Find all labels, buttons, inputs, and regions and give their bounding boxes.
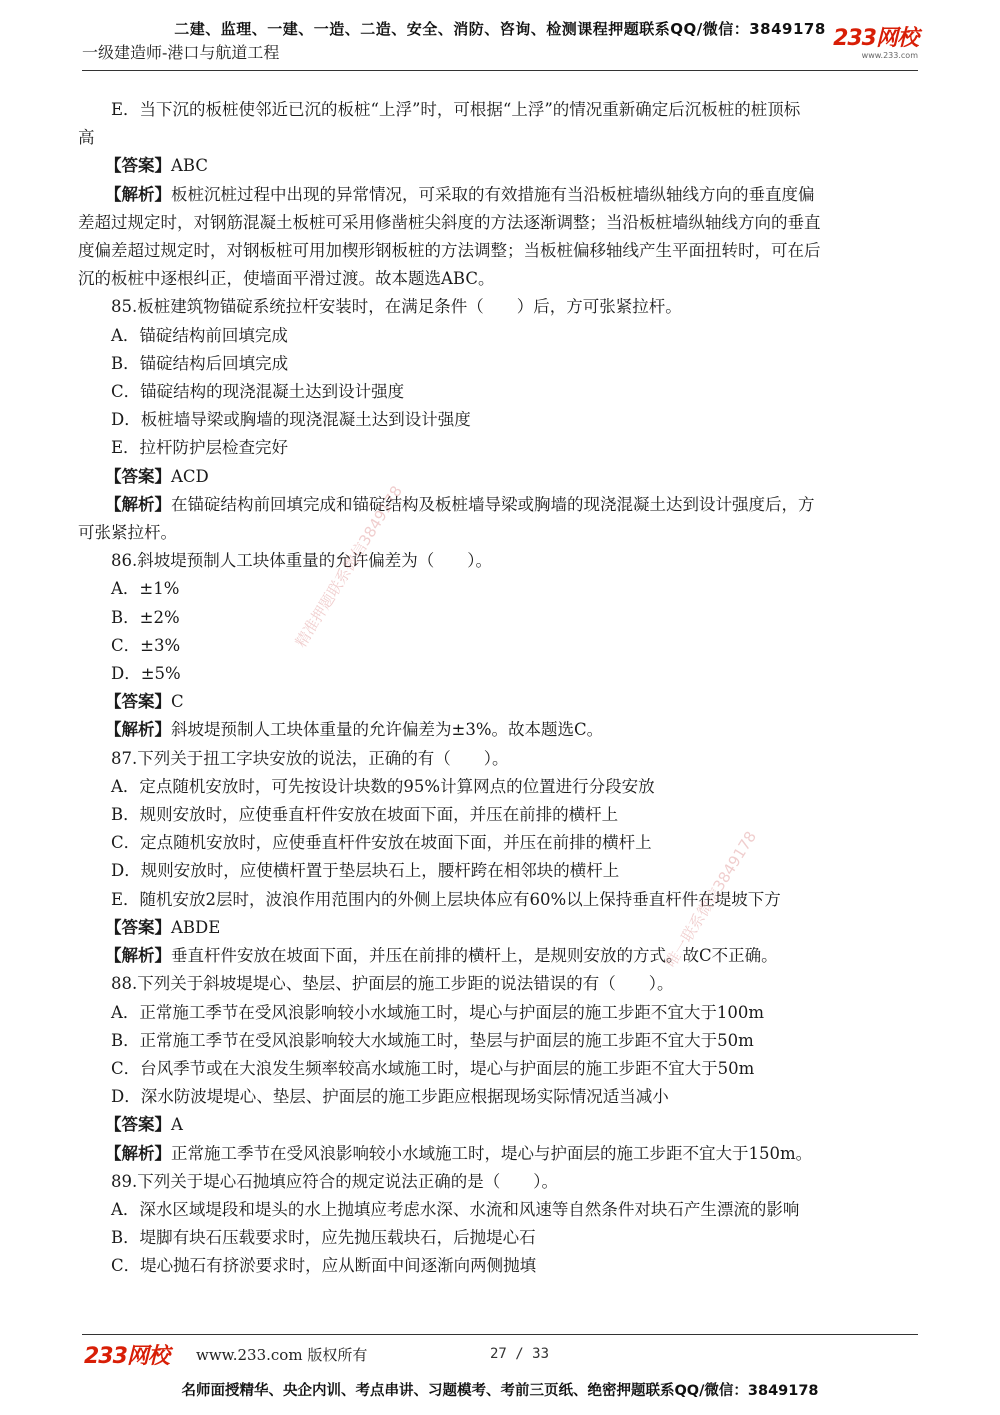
text-line xyxy=(78,152,923,180)
text-line xyxy=(78,1111,923,1139)
label-tag: 【答案】 xyxy=(105,692,171,712)
text-line xyxy=(78,970,923,998)
text-line xyxy=(78,237,923,265)
line-text: 89.下列关于堤心石抛填应符合的规定说法正确的是（ ）。 xyxy=(111,1171,558,1191)
label-tag: 【解析】 xyxy=(105,720,171,740)
header-logo xyxy=(833,28,918,60)
text-line xyxy=(78,745,923,773)
label-tag: 【解析】 xyxy=(105,184,171,204)
text-line xyxy=(78,265,923,293)
line-text: ABDE xyxy=(171,917,221,937)
watermark-1: 精准押题联系微信3849178 xyxy=(291,482,406,651)
text-line xyxy=(78,660,923,688)
page-number: 27 / 33 xyxy=(490,1346,550,1362)
text-line xyxy=(78,1055,923,1083)
text-line xyxy=(78,688,923,716)
watermark-2: 唯一联系微信3849178 xyxy=(661,828,761,971)
line-text: D．±5% xyxy=(111,664,181,684)
line-text: 在锚碇结构前回填完成和锚碇结构及板桩墙导梁或胸墙的现浇混凝土达到设计强度后，方 xyxy=(171,494,815,514)
line-text: E．随机安放2层时，波浪作用范围内的外侧上层块体应有60%以上保持垂直杆件在堤坡下方 xyxy=(111,889,781,909)
line-text: A．深水区域堤段和堤头的水上抛填应考虑水深、水流和风速等自然条件对块石产生漂流的影响 xyxy=(111,1199,800,1219)
label-tag: 【答案】 xyxy=(105,1115,171,1135)
line-text: 差超过规定时，对钢筋混凝土板桩可采用修凿桩尖斜度的方法逐渐调整；当沿板桩墙纵轴线方向的垂直 xyxy=(78,212,821,232)
line-text: 85.板桩建筑物锚碇系统拉杆安装时，在满足条件（ ）后，方可张紧拉杆。 xyxy=(111,297,682,317)
line-text: B．堤脚有块石压载要求时，应先抛压载块石，后抛堤心石 xyxy=(111,1228,536,1248)
line-text: A．锚碇结构前回填完成 xyxy=(111,325,288,345)
text-line xyxy=(78,801,923,829)
label-tag: 【答案】 xyxy=(105,156,171,176)
text-line xyxy=(78,322,923,350)
text-line xyxy=(78,942,923,970)
footer-banner: 名师面授精华、央企内训、考点串讲、习题模考、考前三页纸、绝密押题联系QQ/微信：3849178 xyxy=(181,1383,819,1399)
line-text: D．板桩墙导梁或胸墙的现浇混凝土达到设计强度 xyxy=(111,410,471,430)
text-line xyxy=(78,1140,923,1168)
line-text: C．定点随机安放时，应使垂直杆件安放在坡面下面，并压在前排的横杆上 xyxy=(111,833,652,853)
text-line xyxy=(78,519,923,547)
line-text: 88.下列关于斜坡堤堤心、垫层、护面层的施工步距的说法错误的有（ ）。 xyxy=(111,974,674,994)
line-text: E．当下沉的板桩使邻近已沉的板桩“上浮”时，可根据“上浮”的情况重新确定后沉板桩的桩顶标 xyxy=(111,100,801,119)
line-text: 垂直杆件安放在坡面下面，并压在前排的横杆上，是规则安放的方式。故C不正确。 xyxy=(171,946,778,966)
text-line xyxy=(78,1027,923,1055)
text-line xyxy=(78,491,923,519)
line-text: ABC xyxy=(171,156,208,176)
text-line xyxy=(78,1196,923,1224)
line-text: 可张紧拉杆。 xyxy=(78,523,177,543)
text-line xyxy=(78,632,923,660)
line-text: D．规则安放时，应使横杆置于垫层块石上，腰杆跨在相邻块的横杆上 xyxy=(111,861,620,881)
label-tag: 【解析】 xyxy=(105,946,171,966)
text-line xyxy=(78,293,923,321)
line-text: B．±2% xyxy=(111,607,180,627)
text-line xyxy=(78,1224,923,1252)
line-text: B．正常施工季节在受风浪影响较大水域施工时，垫层与护面层的施工步距不宜大于50m xyxy=(111,1030,754,1050)
line-text: E．拉杆防护层检查完好 xyxy=(111,438,289,458)
text-line xyxy=(78,1168,923,1196)
footer-copyright: www.233.com 版权所有 xyxy=(196,1346,368,1364)
line-text: 板桩沉桩过程中出现的异常情况，可采取的有效措施有当沿板桩墙纵轴线方向的垂直度偏 xyxy=(171,184,815,204)
line-text: 正常施工季节在受风浪影响较小水域施工时，堤心与护面层的施工步距不宜大于150m。 xyxy=(171,1143,813,1163)
line-text: A．定点随机安放时，可先按设计块数的95%计算网点的位置进行分段安放 xyxy=(111,776,655,796)
text-line xyxy=(78,350,923,378)
line-text: 86.斜坡堤预制人工块体重量的允许偏差为（ ）。 xyxy=(111,551,492,571)
text-line xyxy=(78,1083,923,1111)
line-text: C．台风季节或在大浪发生频率较高水域施工时，堤心与护面层的施工步距不宜大于50m xyxy=(111,1058,755,1078)
line-text: C．±3% xyxy=(111,635,181,655)
text-line xyxy=(78,124,923,152)
document-body xyxy=(78,96,923,1281)
text-line xyxy=(78,378,923,406)
footer-logo: 233网校 xyxy=(84,1344,169,1369)
text-line xyxy=(78,999,923,1027)
text-line xyxy=(78,773,923,801)
line-text: ACD xyxy=(171,466,209,486)
line-text: 87.下列关于扭工字块安放的说法，正确的有（ ）。 xyxy=(111,748,509,768)
line-text: A．±1% xyxy=(111,579,180,599)
line-text: A xyxy=(171,1115,183,1135)
line-text: C．堤心抛石有挤淤要求时，应从断面中间逐渐向两侧抛填 xyxy=(111,1256,537,1276)
footer-divider xyxy=(82,1334,918,1335)
line-text: D．深水防波堤堤心、垫层、护面层的施工步距应根据现场实际情况适当减小 xyxy=(111,1087,669,1107)
text-line xyxy=(78,463,923,491)
document-subtitle: 一级建造师-港口与航道工程 xyxy=(82,43,280,62)
text-line xyxy=(78,209,923,237)
line-text: C．锚碇结构的现浇混凝土达到设计强度 xyxy=(111,382,405,402)
text-line xyxy=(78,1252,923,1280)
text-line xyxy=(78,604,923,632)
text-line xyxy=(78,716,923,744)
text-line xyxy=(78,829,923,857)
label-tag: 【解析】 xyxy=(105,1143,171,1163)
text-line xyxy=(78,434,923,462)
header-divider xyxy=(82,70,918,71)
logo-text: 233网校 xyxy=(833,26,918,51)
text-line xyxy=(78,406,923,434)
line-text: 斜坡堤预制人工块体重量的允许偏差为±3%。故本题选C。 xyxy=(171,720,604,740)
label-tag: 【答案】 xyxy=(105,917,171,937)
line-text: 高 xyxy=(78,128,95,148)
text-line xyxy=(78,914,923,942)
text-line xyxy=(78,857,923,885)
label-tag: 【解析】 xyxy=(105,494,171,514)
text-line xyxy=(78,575,923,603)
line-text: C xyxy=(171,692,184,712)
line-text: B．规则安放时，应使垂直杆件安放在坡面下面，并压在前排的横杆上 xyxy=(111,805,619,825)
text-line xyxy=(78,547,923,575)
label-tag: 【答案】 xyxy=(105,466,171,486)
text-line xyxy=(78,181,923,209)
text-line xyxy=(78,886,923,914)
text-line xyxy=(78,96,923,124)
logo-url: www.233.com xyxy=(861,51,918,60)
line-text: 沉的板桩中逐根纠正，使墙面平滑过渡。故本题选ABC。 xyxy=(78,269,495,289)
line-text: 度偏差超过规定时，对钢板桩可用加楔形钢板桩的方法调整；当板桩偏移轴线产生平面扭转时，可在后 xyxy=(78,241,821,261)
line-text: A．正常施工季节在受风浪影响较小水域施工时，堤心与护面层的施工步距不宜大于100m xyxy=(111,1002,765,1022)
line-text: B．锚碇结构后回填完成 xyxy=(111,353,289,373)
header-banner: 二建、监理、一建、一造、二造、安全、消防、咨询、检测课程押题联系QQ/微信：3849178 xyxy=(174,20,826,38)
